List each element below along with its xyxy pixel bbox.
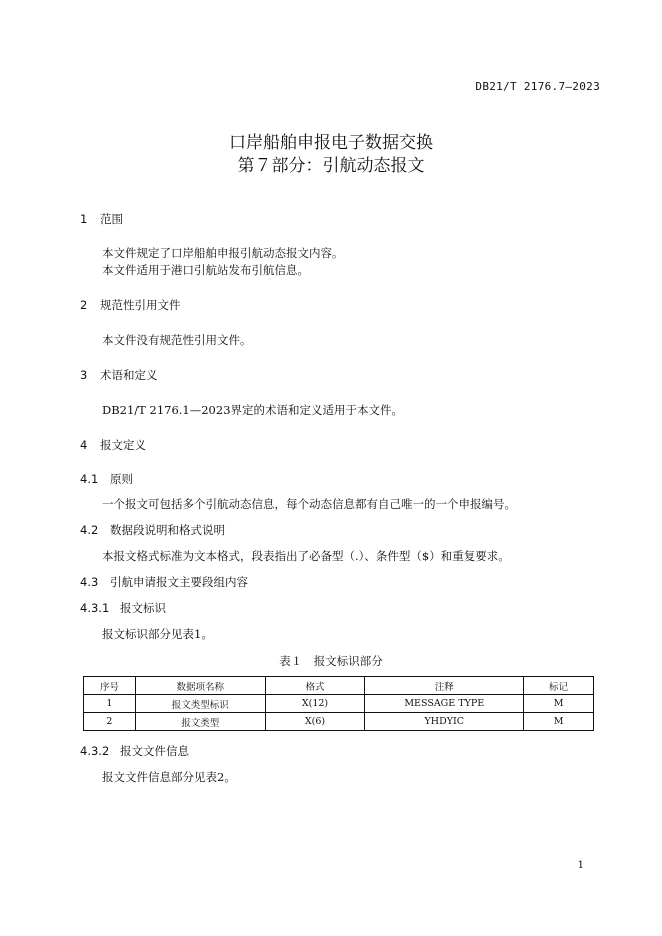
table-header-row (84, 677, 594, 695)
page-number: 1 (577, 860, 584, 871)
section-number: 4.1 (80, 472, 99, 486)
section-heading-4-1 (80, 471, 133, 487)
section-number: 4.3 (80, 575, 99, 589)
table-cell: YHDYIC (365, 713, 524, 731)
section-heading-4-3-1 (80, 600, 166, 616)
table-header-cell: 序号 (84, 677, 136, 695)
table-cell: MESSAGE TYPE (365, 695, 524, 713)
section-heading-4-3-2 (80, 743, 189, 759)
section-title: 报文文件信息 (120, 744, 189, 758)
table-header-cell: 注释 (365, 677, 524, 695)
section-heading-1 (80, 211, 123, 227)
table-header-cell: 标记 (524, 677, 594, 695)
section-title: 引航申请报文主要段组内容 (110, 575, 248, 589)
paragraph: DB21/T 2176.1—2023界定的术语和定义适用于本文件。 (102, 403, 404, 417)
section-heading-4 (80, 437, 146, 453)
table-cell: M (524, 695, 594, 713)
paragraph: 本报文格式标准为文本格式，段表指出了必备型（.）、条件型（$）和重复要求。 (102, 549, 510, 563)
section-heading-4-2 (80, 522, 225, 538)
paragraph: 本文件没有规范性引用文件。 (102, 333, 252, 347)
table-header-cell: 数据项名称 (135, 677, 265, 695)
section-title: 报文定义 (100, 438, 146, 452)
table-cell: 报文类型标识 (135, 695, 265, 713)
section-heading-4-3 (80, 574, 248, 590)
paragraph: 报文标识部分见表1。 (102, 627, 213, 641)
table-caption: 表１ 报文标识部分 (279, 654, 383, 668)
section-number: 4.3.2 (80, 744, 110, 758)
section-number: 4 (80, 438, 88, 452)
paragraph: 报文文件信息部分见表2。 (102, 770, 236, 784)
section-title: 术语和定义 (100, 368, 158, 382)
table-cell: 1 (84, 695, 136, 713)
document-title: 口岸船舶申报电子数据交换 (229, 133, 433, 153)
table-cell: X(6) (265, 713, 365, 731)
section-title: 报文标识 (120, 601, 166, 615)
section-number: 2 (80, 298, 88, 312)
table-cell: 报文类型 (135, 713, 265, 731)
table-header-cell: 格式 (265, 677, 365, 695)
paragraph: 本文件适用于港口引航站发布引航信息。 (102, 263, 309, 277)
section-number: 4.3.1 (80, 601, 110, 615)
table-row (84, 695, 594, 713)
table-cell: M (524, 713, 594, 731)
paragraph: 本文件规定了口岸船舶申报引航动态报文内容。 (102, 246, 344, 260)
section-heading-2 (80, 297, 181, 313)
document-subtitle: 第７部分：引航动态报文 (237, 156, 425, 176)
section-number: 3 (80, 368, 88, 382)
table-cell: X(12) (265, 695, 365, 713)
table-row (84, 713, 594, 731)
table-cell: 2 (84, 713, 136, 731)
paragraph: 一个报文可包括多个引航动态信息，每个动态信息都有自己唯一的一个申报编号。 (102, 497, 516, 511)
section-title: 原则 (110, 472, 133, 486)
section-title: 规范性引用文件 (100, 298, 181, 312)
document-code: DB21/T 2176.7—2023 (475, 80, 600, 93)
message-id-table (83, 676, 594, 731)
section-number: 4.2 (80, 523, 99, 537)
section-number: 1 (80, 212, 88, 226)
section-title: 数据段说明和格式说明 (110, 523, 225, 537)
section-title: 范围 (100, 212, 123, 226)
section-heading-3 (80, 367, 158, 383)
